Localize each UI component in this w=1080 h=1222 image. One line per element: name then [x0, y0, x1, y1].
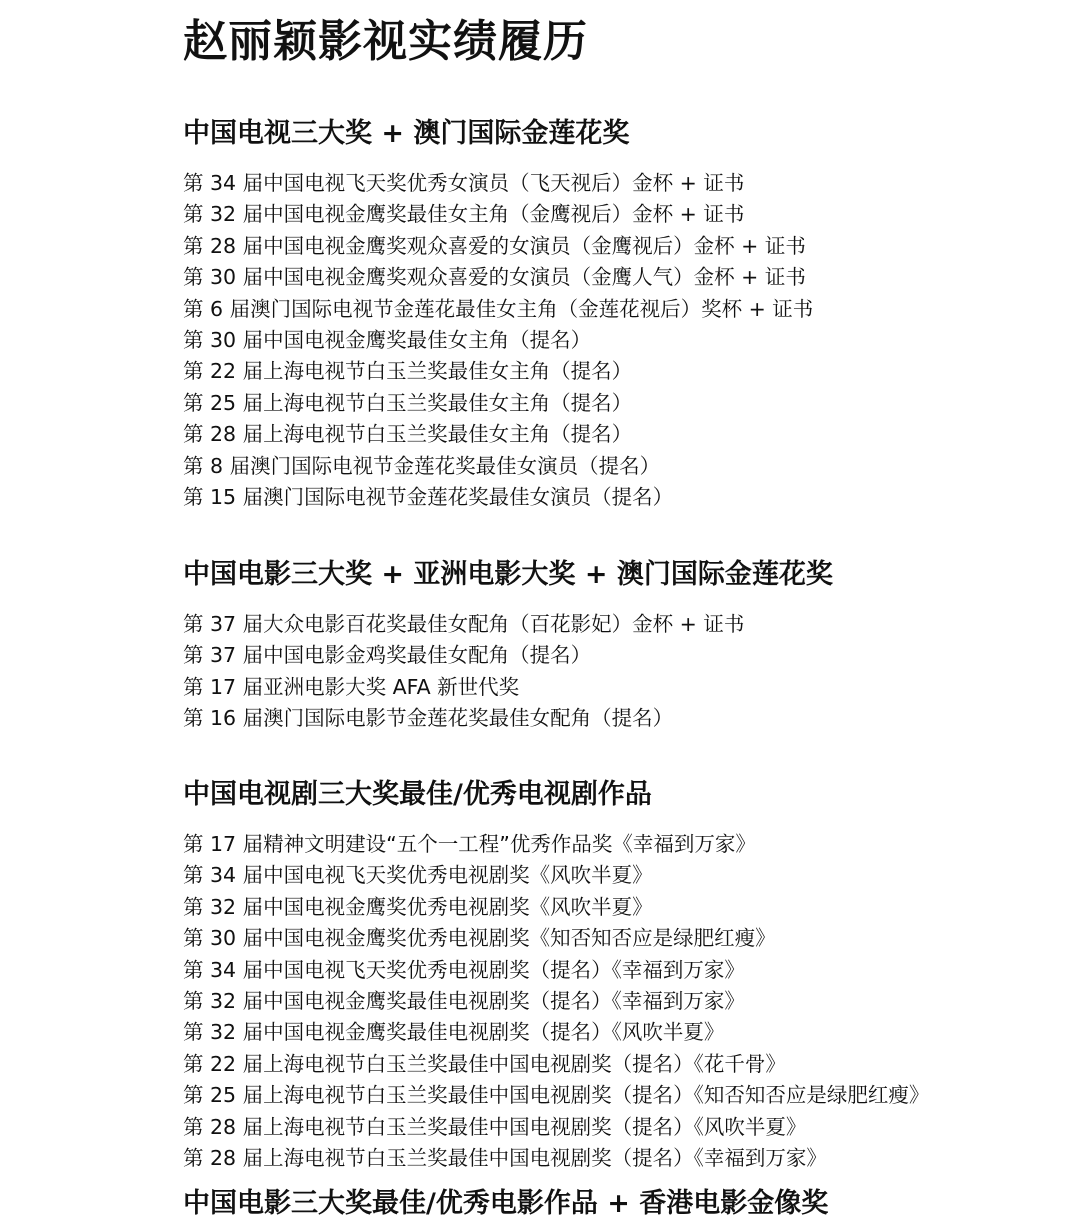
list-item: 第 28 届中国电视金鹰奖观众喜爱的女演员（金鹰视后）金杯 + 证书: [183, 233, 806, 258]
list-item: 第 22 届上海电视节白玉兰奖最佳女主角（提名）: [183, 359, 633, 384]
section-heading: 中国电视三大奖 + 澳门国际金莲花奖: [183, 118, 630, 149]
list-item: 第 15 届澳门国际电视节金莲花奖最佳女演员（提名）: [183, 484, 674, 509]
section-film-awards: [183, 557, 833, 735]
list-item: 第 17 届精神文明建设“五个一工程”优秀作品奖《幸福到万家》: [183, 832, 756, 856]
list-item: 第 32 届中国电视金鹰奖优秀电视剧奖《风吹半夏》: [183, 894, 653, 919]
list-item: 第 32 届中国电视金鹰奖最佳女主角（金鹰视后）金杯 + 证书: [183, 202, 745, 227]
list-item: 第 34 届中国电视飞天奖优秀女演员（飞天视后）金杯 + 证书: [183, 171, 745, 195]
award-list: [183, 829, 929, 1174]
list-item: 第 34 届中国电视飞天奖优秀电视剧奖《风吹半夏》: [183, 863, 653, 888]
list-item: 第 30 届中国电视金鹰奖优秀电视剧奖《知否知否应是绿肥红瘦》: [183, 926, 776, 951]
list-item: 第 30 届中国电视金鹰奖观众喜爱的女演员（金鹰人气）金杯 + 证书: [183, 265, 806, 290]
award-list: [183, 168, 813, 513]
document: [183, 0, 1063, 1219]
section-heading: 中国电影三大奖 + 亚洲电影大奖 + 澳门国际金莲花奖: [183, 559, 833, 590]
list-item: 第 17 届亚洲电影大奖 AFA 新世代奖: [183, 674, 520, 699]
section-tv-drama-awards: [183, 777, 929, 1174]
list-item: 第 22 届上海电视节白玉兰奖最佳中国电视剧奖（提名）《花千骨》: [183, 1051, 786, 1076]
section-heading: 中国电视剧三大奖最佳/优秀电视剧作品: [183, 779, 652, 810]
list-item: 第 37 届中国电影金鸡奖最佳女配角（提名）: [183, 643, 592, 668]
list-item: 第 30 届中国电视金鹰奖最佳女主角（提名）: [183, 327, 592, 352]
award-list: [183, 609, 833, 735]
list-item: 第 8 届澳门国际电视节金莲花奖最佳女演员（提名）: [183, 453, 661, 478]
list-item: 第 28 届上海电视节白玉兰奖最佳中国电视剧奖（提名）《风吹半夏》: [183, 1114, 807, 1139]
list-item: 第 25 届上海电视节白玉兰奖最佳女主角（提名）: [183, 390, 633, 415]
list-item: 第 32 届中国电视金鹰奖最佳电视剧奖（提名）《风吹半夏》: [183, 1020, 725, 1045]
list-item: 第 32 届中国电视金鹰奖最佳电视剧奖（提名）《幸福到万家》: [183, 988, 745, 1013]
list-item: 第 37 届大众电影百花奖最佳女配角（百花影妃）金杯 + 证书: [183, 612, 745, 636]
list-item: 第 28 届上海电视节白玉兰奖最佳女主角（提名）: [183, 422, 633, 447]
list-item: 第 6 届澳门国际电视节金莲花最佳女主角（金莲花视后）奖杯 + 证书: [183, 296, 814, 321]
section-tv-awards: [183, 116, 813, 513]
list-item: 第 25 届上海电视节白玉兰奖最佳中国电视剧奖（提名）《知否知否应是绿肥红瘦》: [183, 1083, 930, 1108]
list-item: 第 34 届中国电视飞天奖优秀电视剧奖（提名）《幸福到万家》: [183, 957, 745, 982]
section-film-works-awards: [183, 1186, 828, 1222]
page-title: 赵丽颖影视实绩履历: [183, 16, 588, 67]
section-heading: 中国电影三大奖最佳/优秀电影作品 + 香港电影金像奖: [183, 1188, 829, 1219]
list-item: 第 28 届上海电视节白玉兰奖最佳中国电视剧奖（提名）《幸福到万家》: [183, 1145, 827, 1170]
list-item: 第 16 届澳门国际电影节金莲花奖最佳女配角（提名）: [183, 706, 674, 731]
